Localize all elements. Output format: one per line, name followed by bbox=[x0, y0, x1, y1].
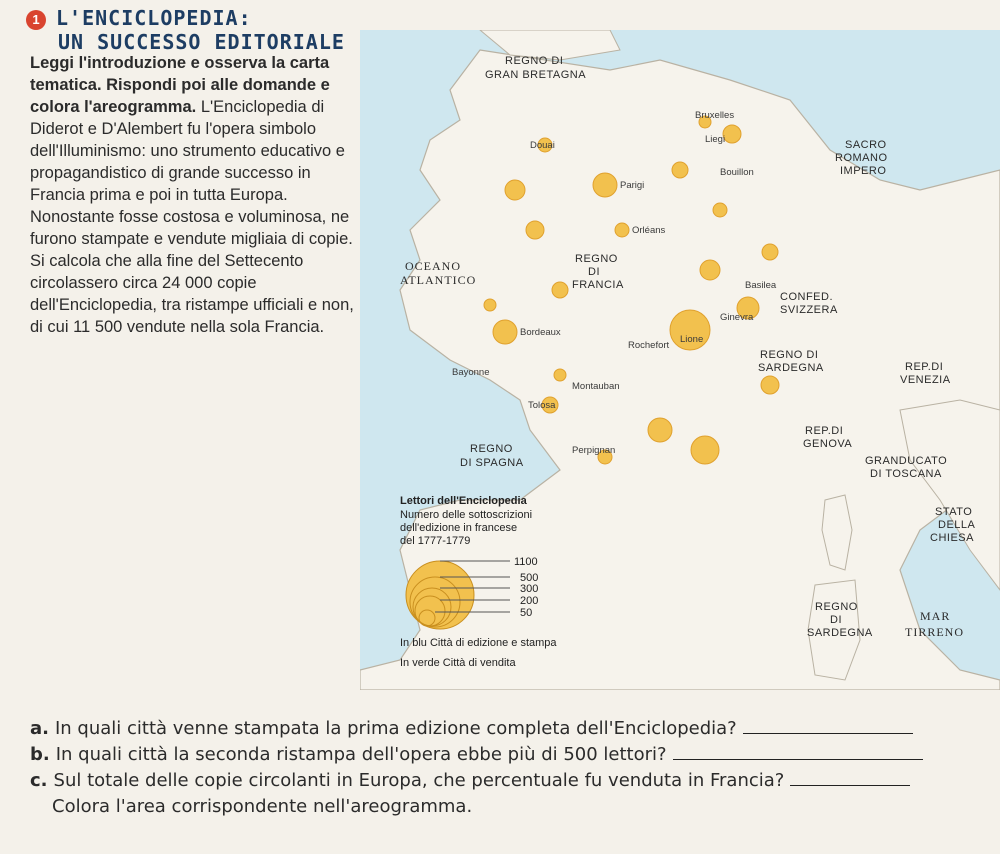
circle-parigi bbox=[593, 173, 617, 197]
label-hre-1: SACRO bbox=[845, 139, 887, 151]
city-montauban: Montauban bbox=[572, 381, 620, 392]
circle-6 bbox=[691, 436, 719, 464]
circle-montauban bbox=[554, 369, 566, 381]
label-gb-2: GRAN BRETAGNA bbox=[485, 69, 587, 81]
circle-orleans bbox=[615, 223, 629, 237]
question-letter: a. bbox=[30, 718, 49, 739]
label-sar-3: SARDEGNA bbox=[807, 627, 873, 639]
label-hre-2: ROMANO bbox=[835, 152, 888, 164]
label-tir-1: MAR bbox=[920, 609, 951, 623]
label-pap-1: STATO bbox=[935, 506, 973, 518]
question-b bbox=[30, 742, 990, 768]
city-basilea: Basilea bbox=[745, 280, 777, 291]
circle-bordeaux bbox=[493, 320, 517, 344]
circle-liegi bbox=[723, 125, 741, 143]
exercise-subtitle: UN SUCCESSO EDITORIALE bbox=[58, 30, 345, 54]
legend-value-50: 50 bbox=[520, 607, 533, 619]
label-gb-1: REGNO DI bbox=[505, 55, 564, 67]
city-orleans: Orléans bbox=[632, 225, 666, 236]
label-fr-2: DI bbox=[588, 266, 600, 278]
circle-rochefort bbox=[484, 299, 496, 311]
label-sard-1: REGNO DI bbox=[760, 349, 819, 361]
city-tolosa: Tolosa bbox=[528, 400, 556, 411]
label-sar-2: DI bbox=[830, 614, 842, 626]
answer-blank-a[interactable] bbox=[743, 719, 913, 734]
label-es-2: DI SPAGNA bbox=[460, 457, 524, 469]
answer-blank-c[interactable] bbox=[790, 771, 910, 786]
label-gen-2: GENOVA bbox=[803, 438, 853, 450]
question-c bbox=[30, 768, 990, 794]
exercise-number: 1 bbox=[26, 10, 46, 30]
city-liegi: Liegi bbox=[705, 134, 726, 145]
circle-1 bbox=[505, 180, 525, 200]
intro-instructions: Leggi l'introduzione e osserva la carta tematica. Rispondi poi alle domande e colora l'areogramma. bbox=[30, 54, 330, 116]
question-text: In quali città venne stampata la prima edizione completa dell'Enciclopedia? bbox=[54, 718, 737, 739]
intro-text bbox=[30, 52, 370, 338]
questions bbox=[30, 716, 990, 820]
label-gen-1: REP.DI bbox=[805, 425, 844, 437]
answer-blank-b[interactable] bbox=[673, 745, 923, 760]
legend-green: In verde Città di vendita bbox=[400, 657, 516, 669]
city-lione: Lione bbox=[680, 334, 704, 345]
legend-subtitle-3: del 1777-1779 bbox=[400, 535, 471, 547]
city-rochefort: Rochefort bbox=[628, 340, 670, 351]
question-letter: b. bbox=[30, 744, 50, 765]
legend-value-300: 300 bbox=[520, 583, 539, 595]
label-ven-2: VENEZIA bbox=[900, 374, 951, 386]
label-sard-2: SARDEGNA bbox=[758, 362, 824, 374]
label-fr-3: FRANCIA bbox=[572, 279, 624, 291]
circle-4 bbox=[700, 260, 720, 280]
label-ch-2: SVIZZERA bbox=[780, 304, 838, 316]
city-ginevra: Ginevra bbox=[720, 312, 754, 323]
legend-value-1100: 1100 bbox=[514, 556, 538, 568]
circle-7 bbox=[761, 376, 779, 394]
city-bouillon: Bouillon bbox=[720, 167, 754, 178]
label-hre-3: IMPERO bbox=[840, 165, 887, 177]
label-es-1: REGNO bbox=[470, 443, 513, 455]
exercise-title: L'ENCICLOPEDIA: bbox=[56, 6, 252, 30]
label-tir-2: TIRRENO bbox=[905, 625, 964, 639]
legend-blue: In blu Città di edizione e stampa bbox=[400, 637, 557, 649]
label-atl-2: ATLANTICO bbox=[400, 273, 477, 287]
final-instruction: Colora l'area corrispondente nell'areogramma. bbox=[52, 796, 473, 817]
question-text: In quali città la seconda ristampa dell'opera ebbe più di 500 lettori? bbox=[55, 744, 667, 765]
city-perpignan: Perpignan bbox=[572, 445, 616, 456]
legend-value-500: 500 bbox=[520, 572, 539, 584]
label-pap-3: CHIESA bbox=[930, 532, 974, 544]
circle-basilea bbox=[762, 244, 778, 260]
label-tus-1: GRANDUCATO bbox=[865, 455, 948, 467]
city-bayonne: Bayonne bbox=[452, 367, 490, 378]
legend-title: Lettori dell'Enciclopedia bbox=[400, 495, 527, 507]
label-ven-1: REP.DI bbox=[905, 361, 944, 373]
circle-9 bbox=[713, 203, 727, 217]
thematic-map bbox=[360, 30, 1000, 690]
label-fr-1: REGNO bbox=[575, 253, 618, 265]
circle-5 bbox=[648, 418, 672, 442]
legend-subtitle-1: Numero delle sottoscrizioni bbox=[400, 509, 533, 521]
label-atl-1: OCEANO bbox=[405, 259, 461, 273]
city-douai: Douai bbox=[530, 140, 555, 151]
question-letter: c. bbox=[30, 770, 48, 791]
city-parigi: Parigi bbox=[620, 180, 645, 191]
circle-8 bbox=[552, 282, 568, 298]
question-text: Sul totale delle copie circolanti in Europa, che percentuale fu venduta in Francia? bbox=[53, 770, 785, 791]
label-sar-1: REGNO bbox=[815, 601, 858, 613]
intro-body: L'Enciclopedia di Diderot e D'Alembert fu l'opera simbolo dell'Illuminismo: uno strumento educativo e propagandistico di grande successo in Francia prima e poi in tutta Europa. Nonostante fosse costosa e voluminosa, ne furono stampate e vendute migliaia di copie. Si calcola che alla fine del Settecento circolassero circa 24 000 copie dell'Enciclopedia, tra ristampe ufficiali e non, di cui 11 500 vendute nella sola Francia. bbox=[30, 98, 354, 336]
label-ch-1: CONFED. bbox=[780, 291, 833, 303]
city-bordeaux: Bordeaux bbox=[520, 327, 561, 338]
circle-2 bbox=[526, 221, 544, 239]
circle-3 bbox=[672, 162, 688, 178]
city-bruxelles: Bruxelles bbox=[695, 110, 735, 121]
label-pap-2: DELLA bbox=[938, 519, 976, 531]
map-svg bbox=[360, 30, 1000, 690]
legend-value-200: 200 bbox=[520, 595, 539, 607]
legend-subtitle-2: dell'edizione in francese bbox=[400, 522, 518, 534]
label-tus-2: DI TOSCANA bbox=[870, 468, 942, 480]
question-a bbox=[30, 716, 990, 742]
